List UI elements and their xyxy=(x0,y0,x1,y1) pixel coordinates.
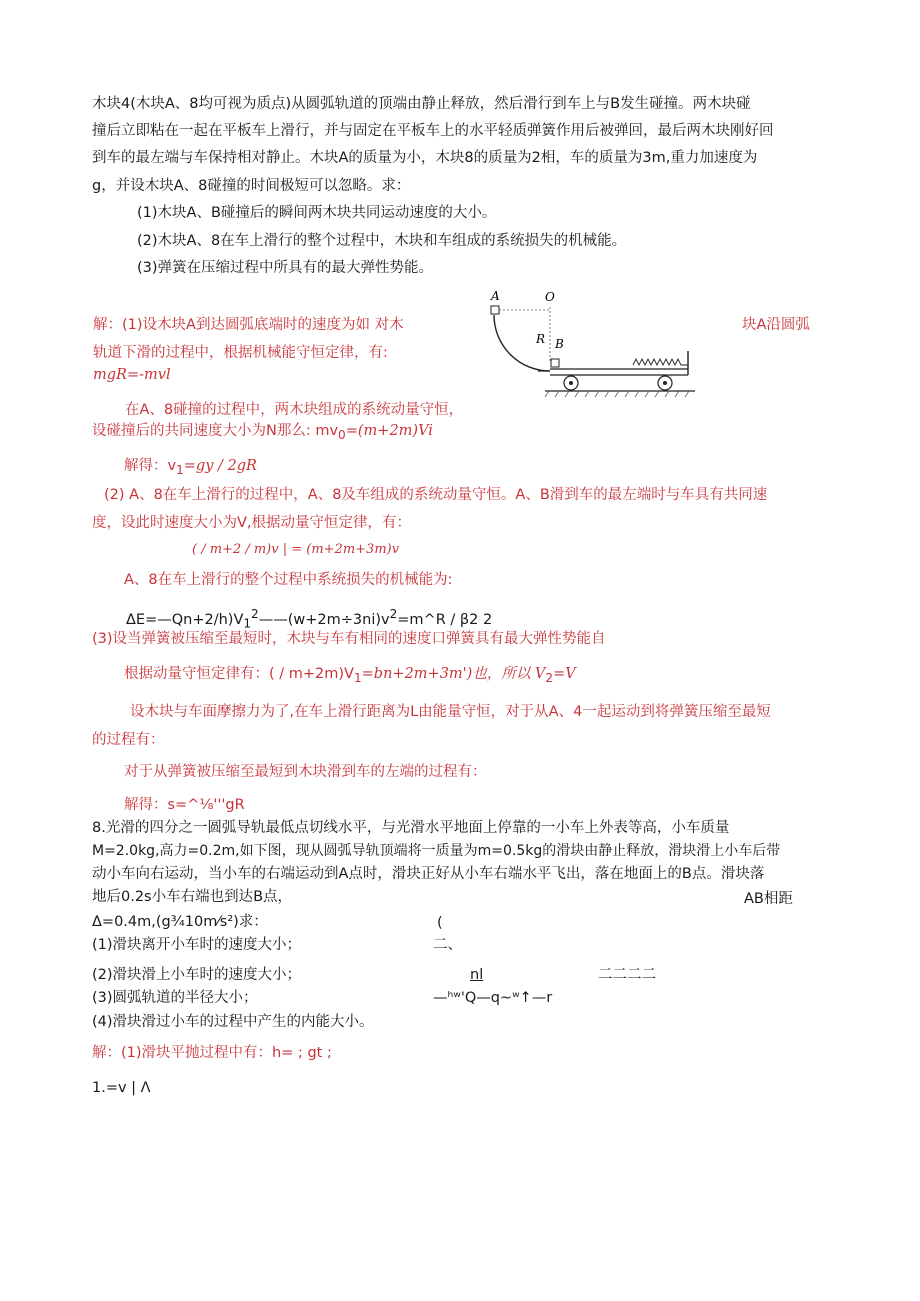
s11-sup2: 2 xyxy=(389,607,398,621)
problem8-solution-1: 解：(1)滑块平抛过程中有：h= ; gt ; xyxy=(92,1045,332,1061)
s13-sub2: 2 xyxy=(545,670,554,685)
solution7-line-13 xyxy=(124,664,576,688)
s13-c: =V xyxy=(553,666,576,682)
s5-sub: 0 xyxy=(338,427,346,442)
problem8-solution-2: 1.=v | Λ xyxy=(92,1080,151,1096)
problem8-line-2: M=2.0kg,高力=0.2m,如下图，现从圆弧导轨顶端将一质量为m=0.5kg的滑块由静止释放，滑块滑上小车后带 xyxy=(92,843,781,859)
s11-b: ——(w+2m÷3ni)v xyxy=(258,611,390,628)
solution7-line-10: A、8在车上滑行的整个过程中系统损失的机械能为: xyxy=(124,572,453,588)
s6-sub: 1 xyxy=(176,462,184,477)
solution7-line-3: mgR=-mvl xyxy=(93,367,171,383)
s5-expr: (m+2m)Vi xyxy=(357,423,433,439)
label-a: A xyxy=(491,289,500,303)
solution7-line-2: 轨道下滑的过程中，根据机械能守恒定律，有: xyxy=(93,345,388,361)
problem8-question-3-right: —ʰʷ'Q—q~ʷ↑—r xyxy=(433,990,553,1006)
solution7-line-1: 解：(1)设木块A到达圆弧底端时的速度为如 对木 xyxy=(93,317,404,333)
s5-text: 设碰撞后的共同速度大小为N那么: mv xyxy=(92,423,339,439)
solution7-line-17: 解得：s=^⅛'''gR xyxy=(124,797,245,813)
s11-sup: 2 xyxy=(251,607,259,621)
problem7-question-3: (3)弹簧在压缩过程中所具有的最大弹性势能。 xyxy=(137,260,434,276)
s11-c: =m^R / β2 2 xyxy=(397,611,493,628)
s13-a: 根据动量守恒定律有：( / m+2m)V xyxy=(124,666,354,682)
problem7-line-2: 撞后立即粘在一起在平板车上滑行，并与固定在平板车上的水平轻质弹簧作用后被弹回，最后两木块刚好回 xyxy=(92,123,774,139)
problem8-question-2-right: 二二二二 xyxy=(598,967,656,983)
cart-wheel-left-hub xyxy=(569,381,573,385)
s5-eq: = xyxy=(345,423,358,439)
problem8-question-2: (2)滑块滑上小车时的速度大小； xyxy=(92,967,302,983)
cart-wheel-right-hub xyxy=(663,381,667,385)
s13-b: =bn+2m+3m')也，所以 V xyxy=(361,666,546,682)
s6-text: 解得：v xyxy=(124,458,177,474)
solution7-line-1-right: 块A沿圆弧 xyxy=(742,317,810,333)
problem8-line-1: 8.光滑的四分之一圆弧导轨最低点切线水平，与光滑水平地面上停靠的一小车上外表等高，小车质量 xyxy=(92,820,730,836)
problem7-question-1: (1)木块A、B碰撞后的瞬间两木块共同运动速度的大小。 xyxy=(137,205,497,221)
s11-a: ΔE=—Qn+2/h)V xyxy=(126,611,244,628)
solution7-line-8: 度，设此时速度大小为V,根据动量守恒定律，有： xyxy=(92,515,412,531)
solution7-line-4: 在A、8碰撞的过程中，两木块组成的系统动量守恒， xyxy=(125,402,464,418)
problem8-line-3: 动小车向右运动，当小车的右端运动到A点时，滑块正好从小车右端水平飞出，落在地面上的B点。滑块落 xyxy=(92,866,765,882)
problem8-line-4-right: AB相距 xyxy=(744,891,793,907)
solution7-line-16: 对于从弹簧被压缩至最短到木块滑到车的左端的过程有： xyxy=(124,764,487,780)
solution7-line-6 xyxy=(124,456,257,480)
problem8-line-5-right: ( xyxy=(437,915,443,931)
s11-sub: 1 xyxy=(243,616,252,631)
problem8-line-5: Δ=0.4m,(g¾10m⁄s²)求： xyxy=(92,914,268,930)
block-b xyxy=(551,359,559,367)
solution7-line-5 xyxy=(92,421,433,445)
problem7-question-2: (2)木块A、8在车上滑行的整个过程中，木块和车组成的系统损失的机械能。 xyxy=(137,233,627,249)
solution7-line-7: (2) A、8在车上滑行的过程中，A、8及车组成的系统动量守恒。A、B滑到车的最左端时与车具有共同速 xyxy=(104,487,768,503)
problem8-question-4: (4)滑块滑过小车的过程中产生的内能大小。 xyxy=(92,1014,374,1030)
problem8-question-1-right: 二、 xyxy=(433,937,462,953)
solution7-line-14: 设木块与车面摩擦力为了,在车上滑行距离为L由能量守恒，对于从A、4一起运动到将弹簧压缩至最短 xyxy=(130,704,771,720)
problem8-question-1: (1)滑块离开小车时的速度大小； xyxy=(92,937,302,953)
label-o: O xyxy=(545,290,555,304)
problem7-line-1: 木块4(木块A、8均可视为质点)从圆弧轨道的顶端由静止释放，然后滑行到车上与B发生碰撞。两木块碰 xyxy=(92,96,751,112)
problem8-question-2-mid: nl xyxy=(470,967,484,983)
ground-hatch xyxy=(545,391,689,397)
problem8-line-4: 地后0.2s小车右端也到达B点， xyxy=(92,889,293,905)
solution7-line-9: ( / m+2 / m)v | = (m+2m+3m)v xyxy=(192,542,400,557)
s6-expr: =gy / 2gR xyxy=(183,458,257,474)
label-b: B xyxy=(555,337,564,351)
problem7-line-3: 到车的最左端与车保持相对静止。木块A的质量为小，木块8的质量为2相，车的质量为3m,重力加速度为 xyxy=(92,150,758,166)
spring xyxy=(633,359,688,365)
problem8-question-3: (3)圆弧轨道的半径大小； xyxy=(92,990,258,1006)
s13-sub: 1 xyxy=(353,670,362,685)
solution7-line-15: 的过程有： xyxy=(92,732,165,748)
track-cart-figure xyxy=(483,285,698,410)
block-a xyxy=(491,306,499,314)
solution7-line-12: (3)设当弹簧被压缩至最短时，木块与车有相同的速度口弹簧具有最大弹性势能自 xyxy=(92,631,606,647)
problem7-line-4: g，并设木块A、8碰撞的时间极短可以忽略。求： xyxy=(92,178,411,194)
label-r: R xyxy=(536,332,546,346)
